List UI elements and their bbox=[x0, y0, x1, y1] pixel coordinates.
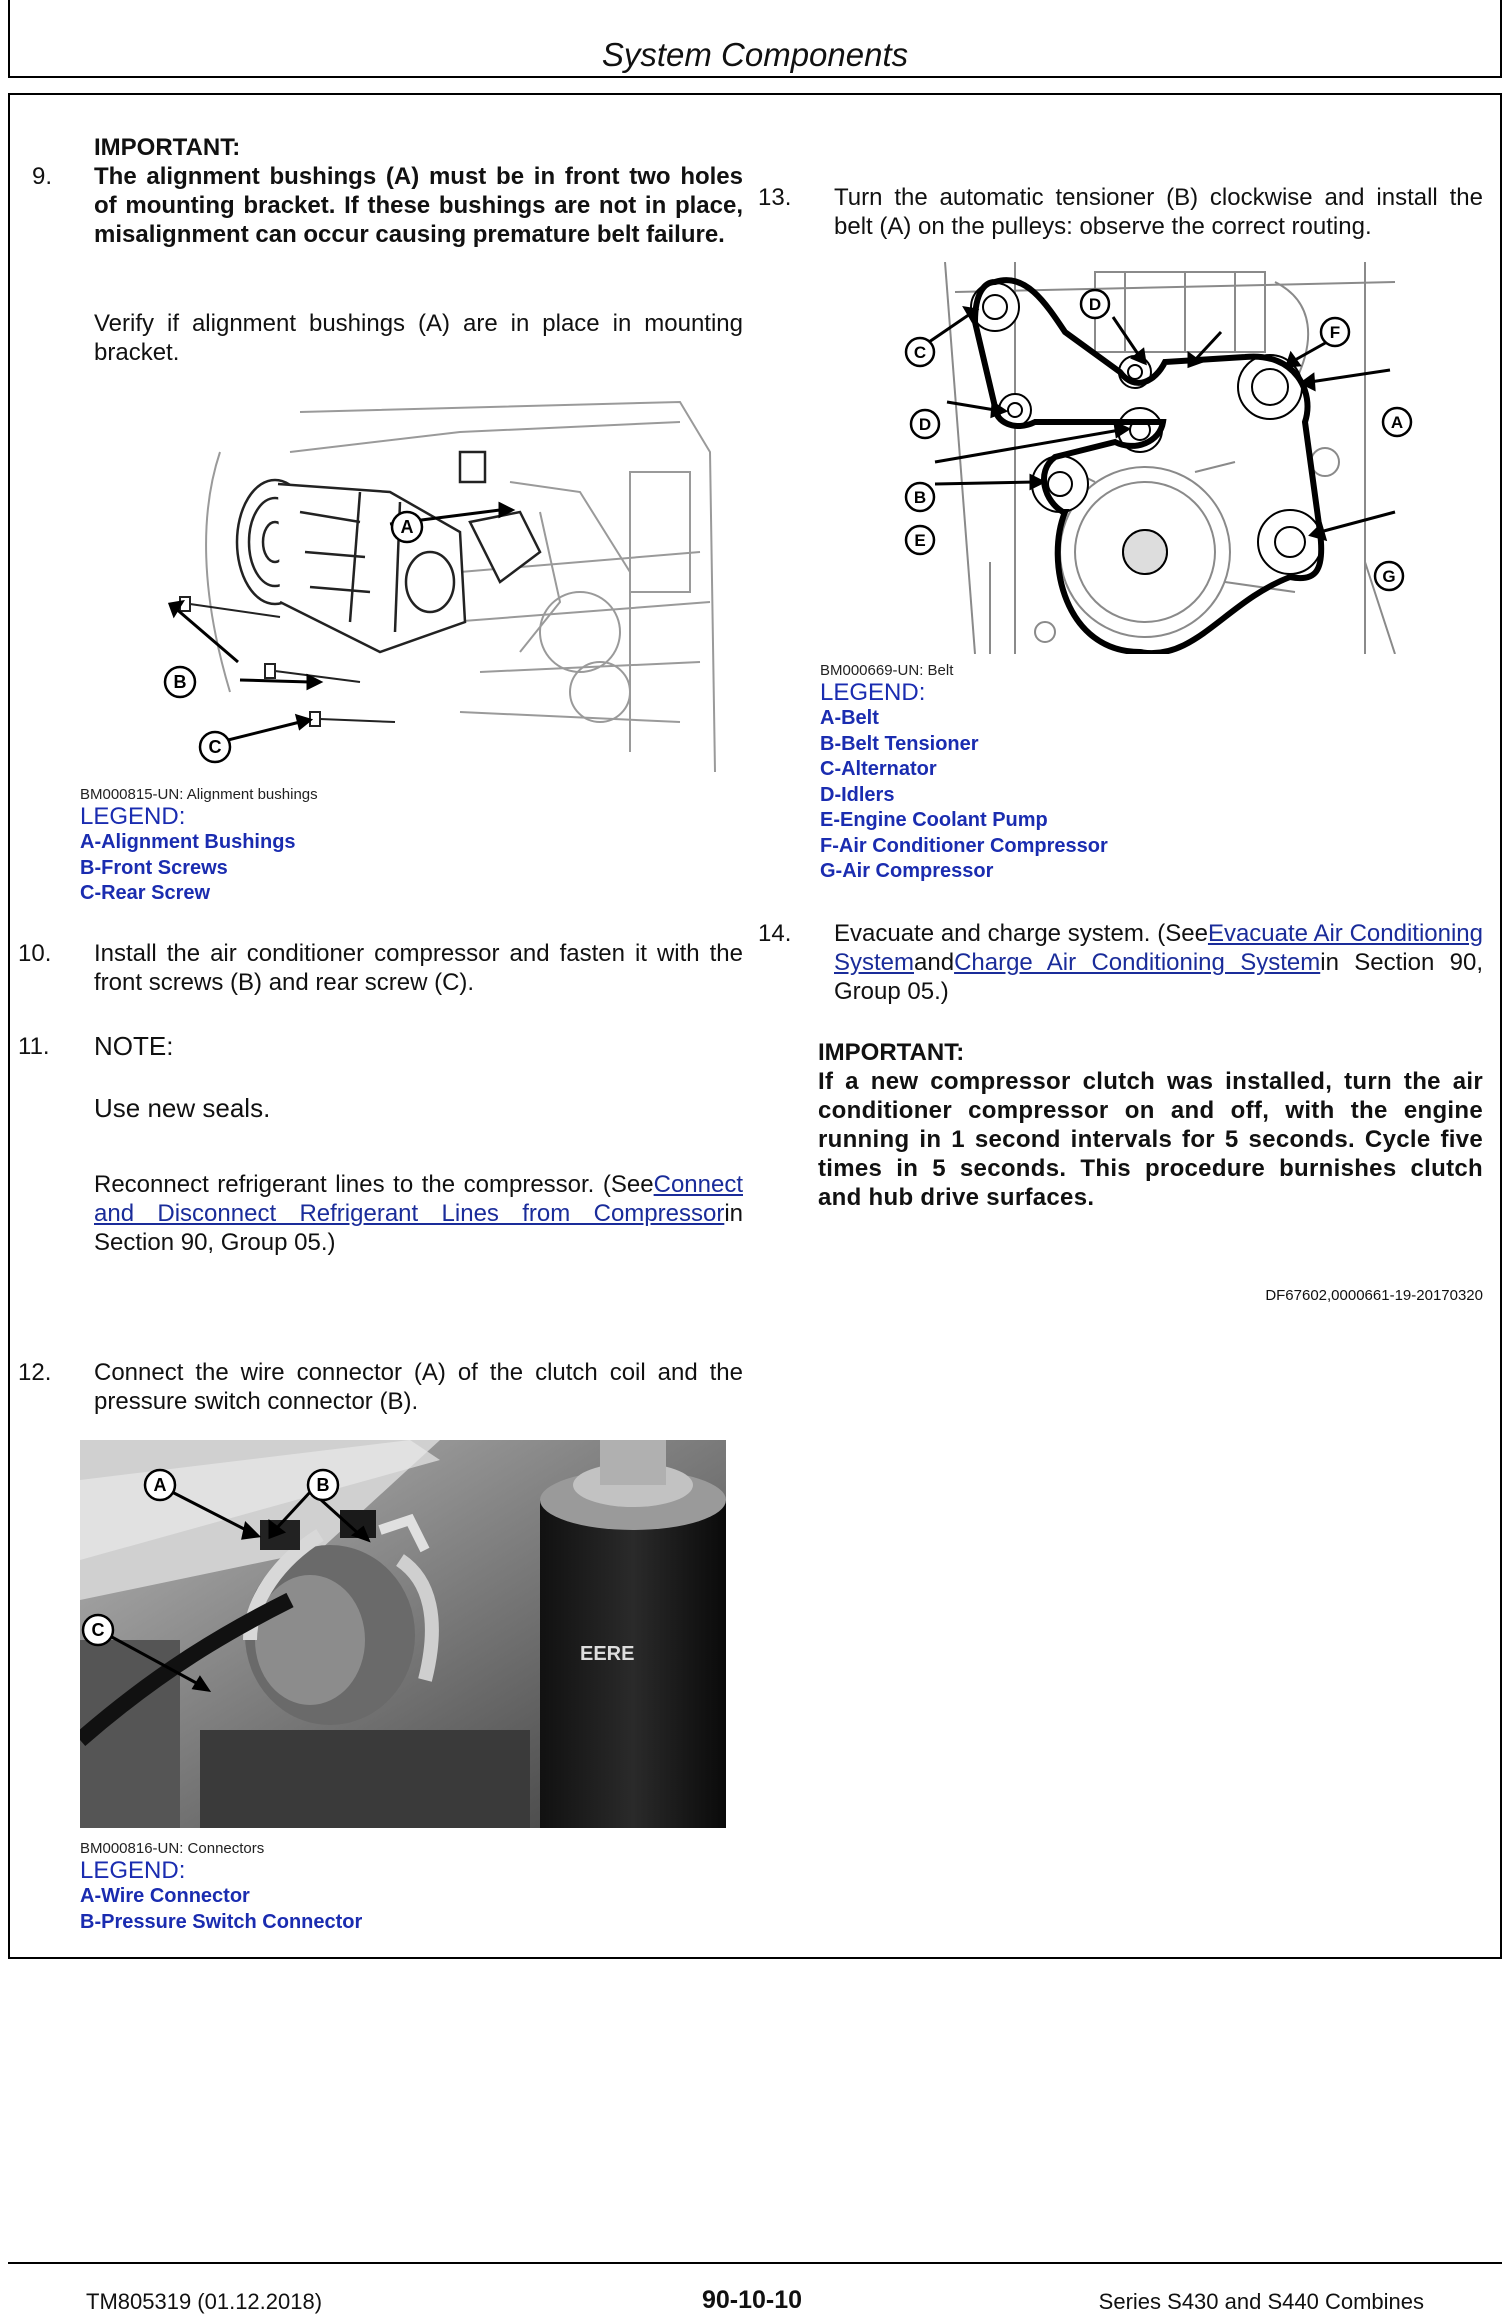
legend-title: LEGEND: bbox=[80, 1857, 186, 1884]
figure-caption: BM000815-UN: Alignment bushings bbox=[80, 786, 318, 803]
belt-routing-figure bbox=[895, 262, 1425, 654]
note-text: Use new seals. bbox=[94, 1093, 271, 1123]
legend-title: LEGEND: bbox=[820, 679, 926, 706]
callout-d-top: D bbox=[1088, 295, 1102, 314]
legend-item: A-Belt bbox=[820, 707, 879, 729]
legend-item: F-Air Conditioner Compressor bbox=[820, 834, 1108, 857]
legend-item: E-Engine Coolant Pump bbox=[820, 809, 1048, 831]
evacuate-link[interactable]: Evacuate Air Conditioning System bbox=[834, 920, 1483, 976]
important-label: IMPORTANT: bbox=[818, 1039, 965, 1066]
step-text: Turn the automatic tensioner (B) clockwise and install the belt (A) on the pulleys: observe the correct routing. bbox=[834, 184, 1483, 240]
footer-rule bbox=[8, 2262, 1502, 2264]
callout-a: A bbox=[1390, 413, 1404, 432]
figure-3-legend bbox=[80, 1840, 740, 1935]
callout-c: C bbox=[91, 1620, 105, 1640]
figure-2-legend bbox=[820, 662, 1480, 885]
step-14 bbox=[758, 919, 1483, 1006]
callout-c: C bbox=[913, 343, 927, 362]
callout-c: C bbox=[208, 737, 222, 757]
legend-item: G-Air Compressor bbox=[820, 860, 994, 882]
step-text: Connect the wire connector (A) of the clutch coil and the pressure switch connector (B). bbox=[94, 1359, 743, 1415]
step-11 bbox=[18, 1032, 743, 1257]
step-number: 10. bbox=[18, 940, 52, 967]
document-id: DF67602,0000661-19-20170320 bbox=[1265, 1287, 1483, 1304]
reconnect-text: Reconnect refrigerant lines to the compressor. (SeeConnect and Disconnect Refrigerant Lines from Compressorin Section 90, Group 05.) bbox=[94, 1171, 743, 1256]
important-text: The alignment bushings (A) must be in front two holes of mounting bracket. If these bushings are not in place, misalignment can occur causing premature belt failure. bbox=[94, 163, 743, 248]
step-text: Evacuate and charge system. (SeeEvacuate Air Conditioning SystemandCharge Air Conditioning Systemin Section 90, Group 05.) bbox=[834, 920, 1483, 1005]
legend-item: B-Pressure Switch Connector bbox=[80, 1910, 363, 1933]
legend-item: C-Rear Screw bbox=[80, 882, 211, 904]
step-number: 11. bbox=[18, 1033, 50, 1060]
connect-disconnect-link[interactable]: Connect and Disconnect Refrigerant Lines from Compressor bbox=[94, 1171, 743, 1227]
step-number: 12. bbox=[18, 1359, 52, 1386]
callout-b: B bbox=[173, 672, 187, 692]
legend-item: B-Belt Tensioner bbox=[820, 732, 979, 755]
important-note-2 bbox=[818, 1038, 1483, 1212]
footer-manual-id: TM805319 (01.12.2018) bbox=[86, 2289, 323, 2314]
verify-text: Verify if alignment bushings (A) are in place in mounting bracket. bbox=[94, 310, 743, 366]
alignment-bushings-figure bbox=[160, 392, 720, 772]
footer-page-number: 90-10-10 bbox=[701, 2286, 803, 2314]
footer-series: Series S430 and S440 Combines bbox=[1098, 2289, 1424, 2314]
page-header bbox=[8, 0, 1502, 78]
photo-label: EERE bbox=[580, 1643, 635, 1665]
figure-caption: BM000816-UN: Connectors bbox=[80, 1840, 265, 1857]
important-label: IMPORTANT: bbox=[94, 134, 241, 161]
step-number: 9. bbox=[32, 163, 53, 190]
legend-item: C-Alternator bbox=[820, 758, 937, 780]
callout-d-left: D bbox=[918, 415, 932, 434]
figure-caption: BM000669-UN: Belt bbox=[820, 662, 954, 679]
important-text: If a new compressor clutch was installed, turn the air conditioner compressor on and off, with the engine running in 1 second intervals for 5 seconds. Cycle five times in 5 seconds. This procedure burnishes clutch and hub drive surfaces. bbox=[818, 1068, 1483, 1211]
legend-item: A-Wire Connector bbox=[80, 1885, 250, 1907]
legend-item: D-Idlers bbox=[820, 783, 895, 806]
step-13 bbox=[758, 183, 1483, 241]
callout-f: F bbox=[1329, 323, 1341, 342]
callout-g: G bbox=[1382, 567, 1396, 586]
callout-b: B bbox=[316, 1475, 330, 1495]
legend-title: LEGEND: bbox=[80, 803, 186, 830]
step-12 bbox=[18, 1358, 743, 1416]
note-label: NOTE: bbox=[94, 1031, 174, 1061]
legend-item: B-Front Screws bbox=[80, 856, 228, 879]
connectors-photo bbox=[80, 1440, 726, 1828]
figure-1-legend bbox=[80, 786, 740, 907]
callout-a: A bbox=[400, 517, 414, 537]
page-title: System Components bbox=[601, 36, 909, 73]
step-9 bbox=[18, 133, 743, 367]
step-number: 14. bbox=[758, 920, 792, 947]
callout-e: E bbox=[914, 531, 926, 550]
step-text: Install the air conditioner compressor and fasten it with the front screws (B) and rear screw (C). bbox=[94, 940, 743, 996]
step-10 bbox=[18, 939, 743, 997]
callout-b: B bbox=[913, 488, 927, 507]
legend-item: A-Alignment Bushings bbox=[80, 831, 296, 853]
callout-a: A bbox=[153, 1475, 167, 1495]
charge-link[interactable]: Charge Air Conditioning System bbox=[954, 949, 1321, 976]
step-number: 13. bbox=[758, 184, 792, 211]
